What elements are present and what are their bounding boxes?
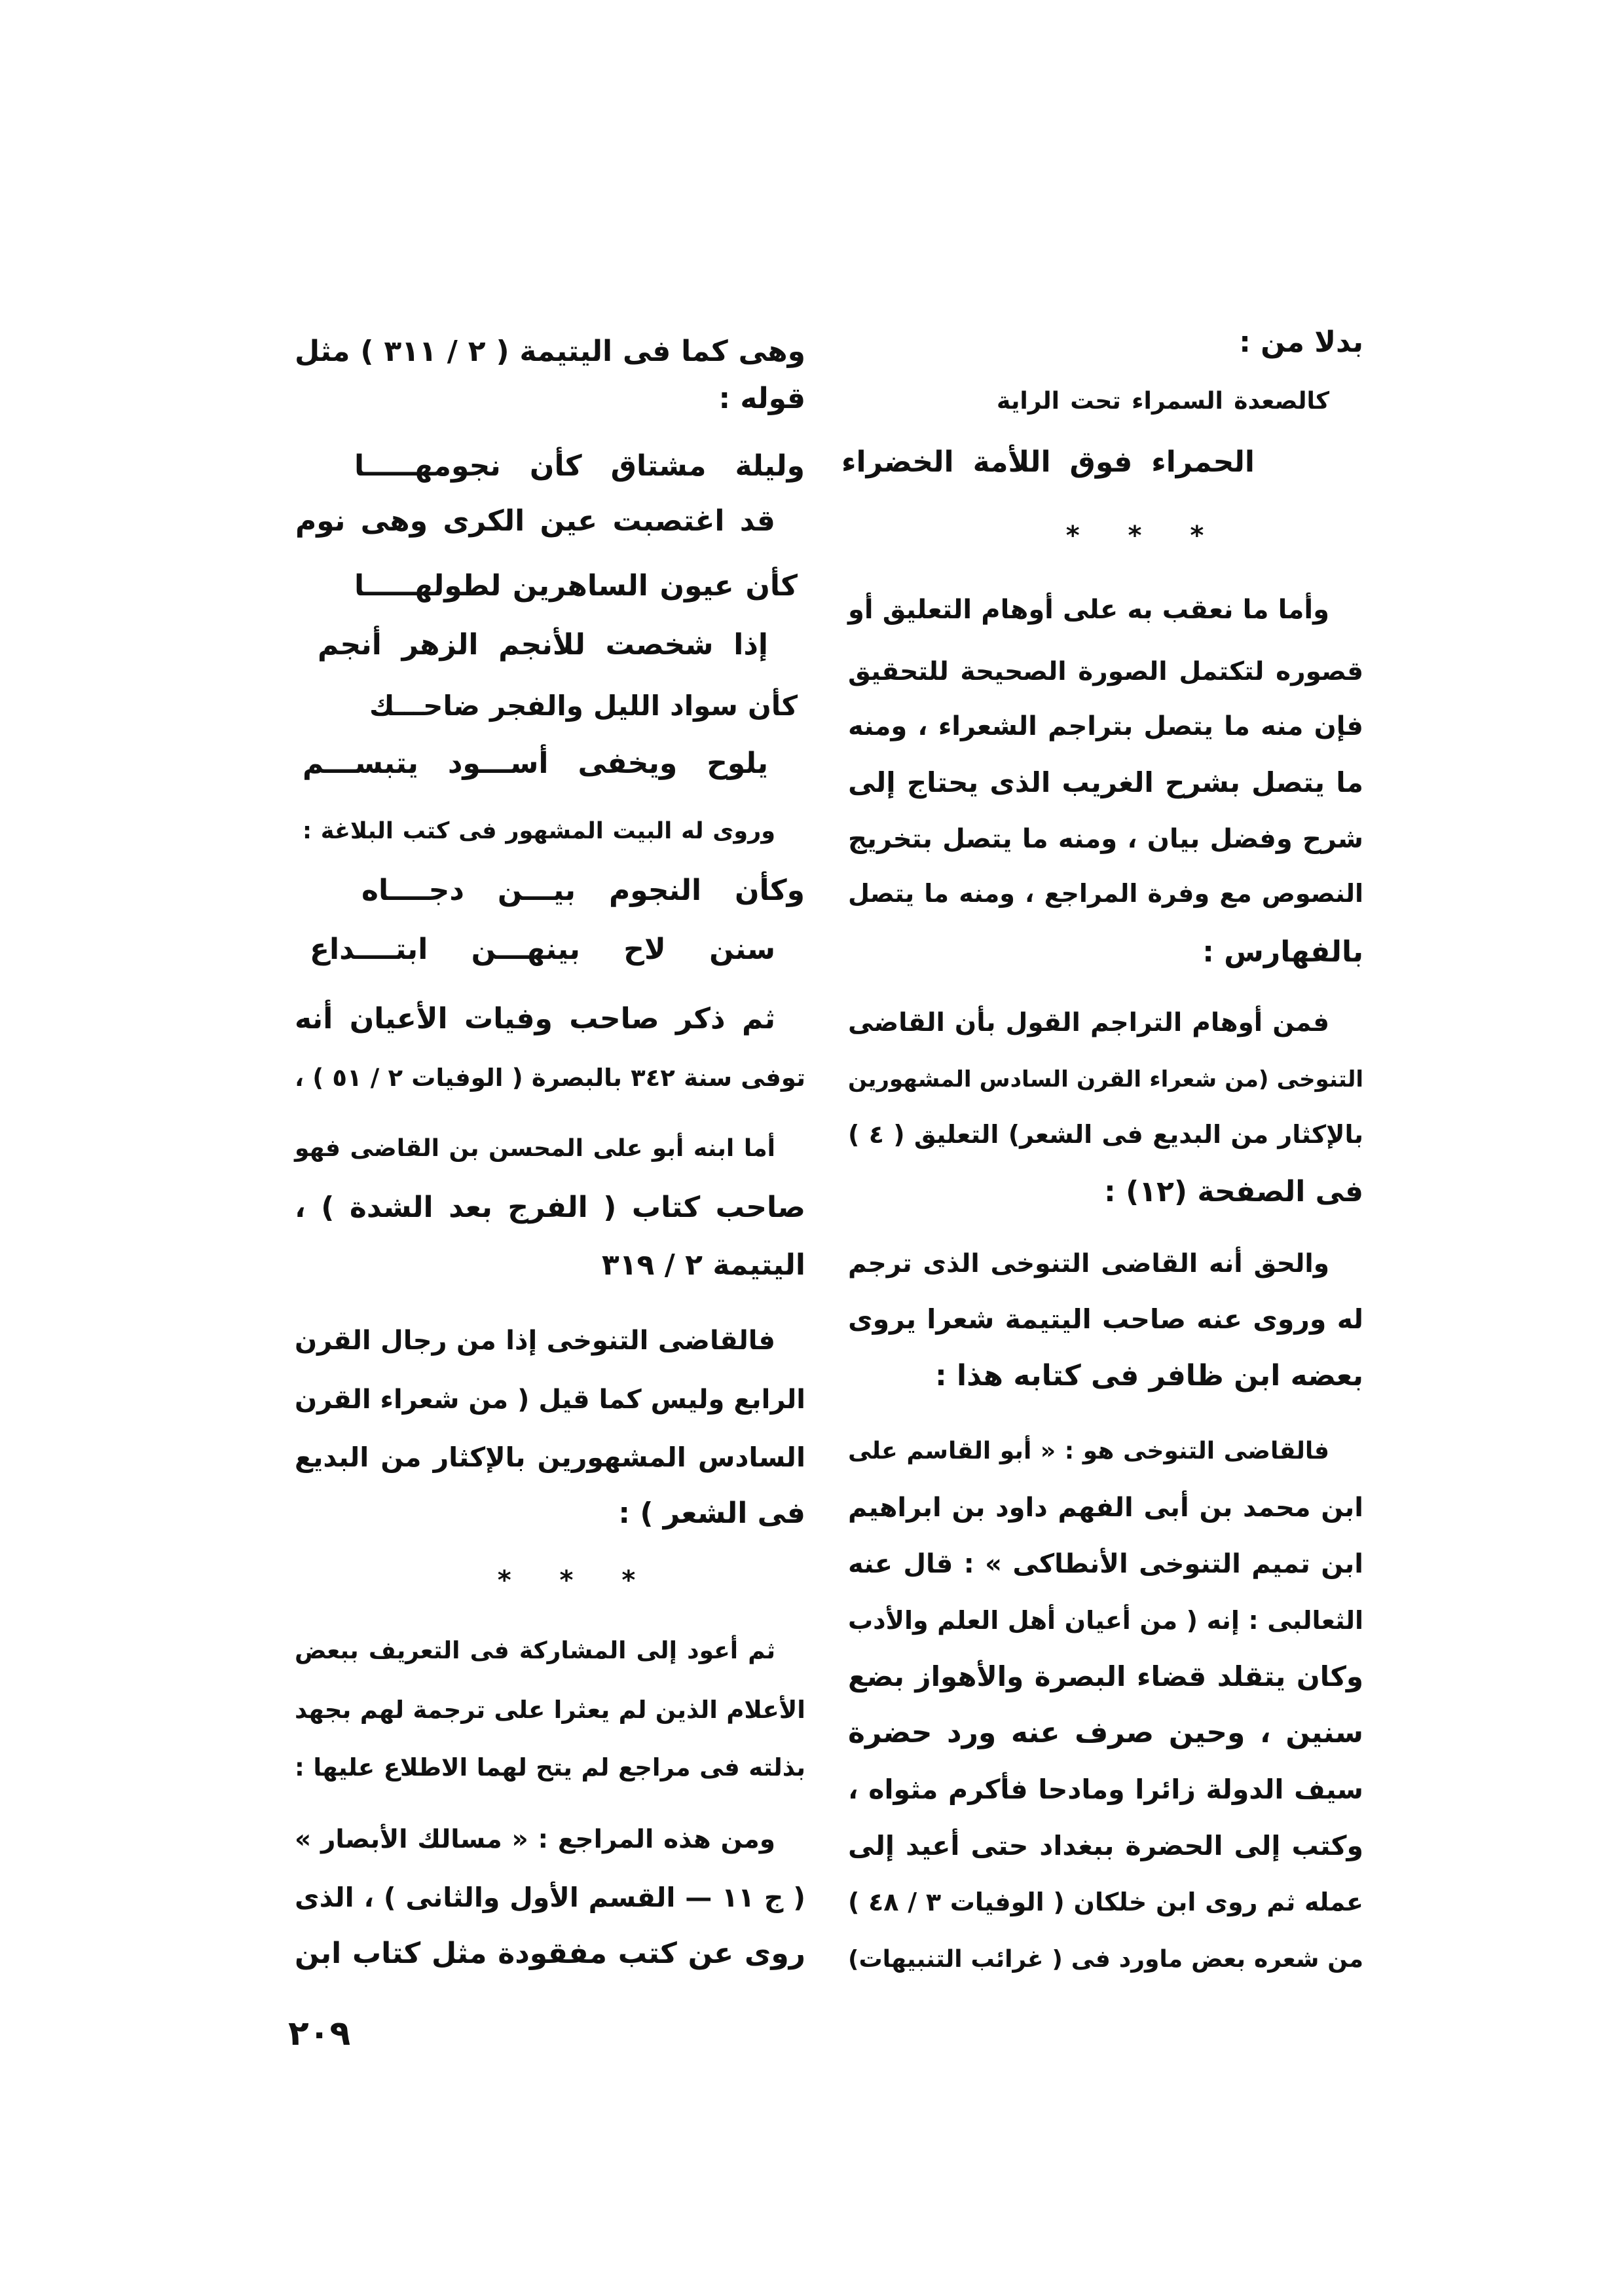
text-line: بالإكثار من البديع فى الشعر) التعليق ( ٤ ) (848, 1120, 1363, 1149)
page-number: ٢٠٩ (288, 2014, 351, 2053)
text-line: فمن أوهام التراجم القول بأن القاضى (848, 1008, 1329, 1037)
text-line: وأما ما نعقب به على أوهام التعليق أو (848, 595, 1329, 625)
text-line: الثعالبى : إنه ( من أعيان أهل العلم والأدب (848, 1606, 1363, 1635)
text-line: روى عن كتب مفقودة مثل كتاب ابن (295, 1937, 805, 1970)
text-line: بدلا من : (1239, 326, 1363, 359)
text-line: فإن منه ما يتصل بتراجم الشعراء ، ومنه (848, 711, 1363, 741)
text-line: كالصعدة السمراء تحت الراية (997, 388, 1329, 415)
section-separator-left: * * * (497, 1565, 655, 1595)
text-line: الأعلام الذين لم يعثرا على ترجمة لهم بجهد (295, 1696, 805, 1724)
text-line: بالفهارس : (1202, 935, 1363, 969)
text-line: إذا شخصت للأنجم الزهر أنجم (318, 628, 768, 662)
text-line: سنين ، وحين صرف عنه ورد حضرة (848, 1716, 1363, 1749)
text-line: صاحب كتاب ( الفرج بعد الشدة ) ، (295, 1191, 805, 1224)
text-line: عمله ثم روى ابن خلكان ( الوفيات ٣ / ٤٨ ) (848, 1888, 1363, 1916)
section-separator-right: * * * (1065, 521, 1224, 551)
text-line: فالقاضى التنوخى إذا من رجال القرن (295, 1326, 775, 1356)
text-line: والحق أنه القاضى التنوخى الذى ترجم (848, 1249, 1329, 1278)
text-line: سيف الدولة زائرا ومادحا فأكرم مثواه ، (848, 1774, 1363, 1805)
text-line: وكان يتقلد قضاء البصرة والأهواز بضع (848, 1660, 1363, 1692)
text-line: وكتب إلى الحضرة ببغداد حتى أعيد إلى (848, 1830, 1363, 1861)
text-line: الحمراء فوق اللأمة الخضراء (841, 445, 1255, 479)
text-line: ما يتصل بشرح الغريب الذى يحتاج إلى (848, 766, 1363, 798)
text-line: قصوره لتكتمل الصورة الصحيحة للتحقيق (848, 657, 1363, 686)
text-line: من شعره بعض ماورد فى ( غرائب التنبيهات) (848, 1946, 1363, 1973)
text-line: ثم ذكر صاحب وفيات الأعيان أنه (295, 1002, 775, 1036)
text-line: قوله : (718, 382, 805, 415)
text-line: له وروى عنه صاحب اليتيمة شعرا يروى (848, 1303, 1363, 1335)
text-line: بذلته فى مراجع لم يتح لهما الاطلاع عليها : (295, 1753, 805, 1782)
text-line: التنوخى (من شعراء القرن السادس المشهورين (848, 1066, 1363, 1092)
text-line: قد اغتصبت عين الكرى وهى نوم (295, 504, 775, 538)
text-line: توفى سنة ٣٤٢ بالبصرة ( الوفيات ٢ / ٥١ ) ، (295, 1064, 805, 1092)
text-line: ( ج ١١ — القسم الأول والثانى ) ، الذى (295, 1882, 805, 1913)
text-line: النصوص مع وفرة المراجع ، ومنه ما يتصل (848, 879, 1363, 908)
text-line: فى الصفحة (١٢) : (1104, 1175, 1363, 1208)
text-line: سنن لاح بينهـــن ابتــــداع (310, 933, 775, 966)
text-line: كأن عيون الساهرين لطولهـــــا (354, 569, 798, 603)
text-line: السادس المشهورين بالإكثار من البديع (295, 1442, 805, 1473)
text-line: بعضه ابن ظافر فى كتابه هذا : (935, 1359, 1363, 1392)
text-line: وهى كما فى اليتيمة ( ٢ / ٣١١ ) مثل (295, 335, 805, 368)
text-line: ابن تميم التنوخى الأنطاكى » : قال عنه (848, 1549, 1363, 1579)
text-line: شرح وفضل بيان ، ومنه ما يتصل بتخريج (848, 824, 1363, 854)
text-line: وكأن النجوم بيـــن دجــــاه (361, 874, 805, 907)
text-line: يلوح ويخفى أســـود يتبســـم (303, 747, 768, 780)
text-line: ثم أعود إلى المشاركة فى التعريف ببعض (295, 1637, 775, 1664)
text-line: الرابع وليس كما قيل ( من شعراء القرن (295, 1385, 805, 1415)
text-line: فى الشعر ) : (618, 1497, 805, 1530)
text-line: كأن سواد الليل والفجر ضاحـــك (369, 690, 798, 722)
text-line: وروى له البيت المشهور فى كتب البلاغة : (303, 818, 775, 844)
text-line: أما ابنه أبو على المحسن بن القاضى فهو (295, 1135, 775, 1162)
text-line: ابن محمد بن أبى الفهم داود بن ابراهيم (848, 1493, 1363, 1523)
text-line: ومن هذه المراجع : « مسالك الأبصار » (295, 1825, 775, 1854)
text-line: اليتيمة ٢ / ٣١٩ (601, 1248, 805, 1282)
text-line: وليلة مشتاق كأن نجومهـــــا (354, 449, 805, 483)
text-line: فالقاضى التنوخى هو : « أبو القاسم على (848, 1438, 1329, 1465)
